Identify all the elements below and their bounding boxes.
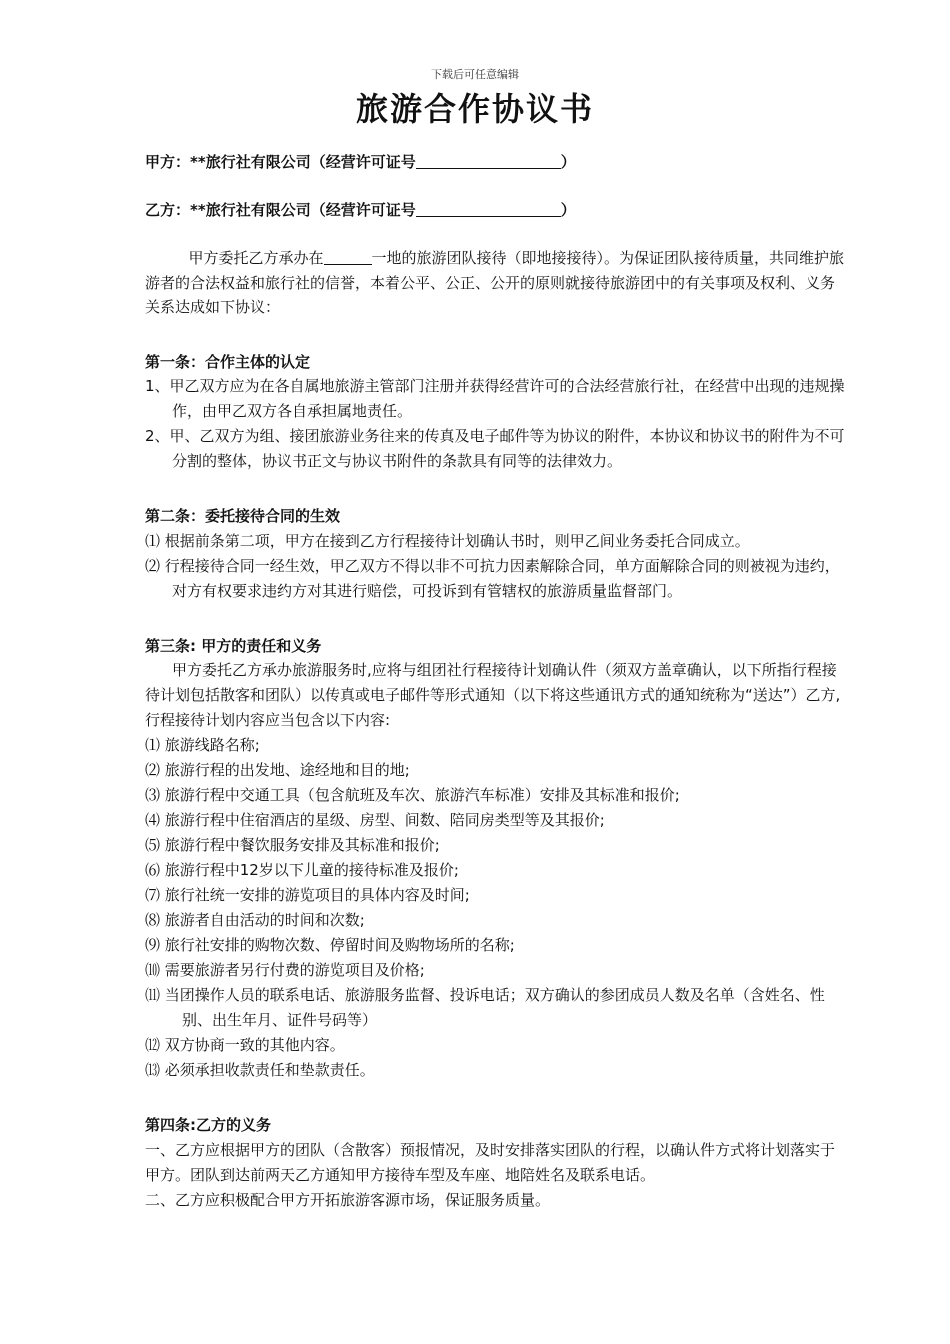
intro-text-end: 一地的旅游团队接待（即地接接待）。为保证团队接待质量，共同维护旅游者的合法权益和旅行社的信誉，本着公平、公正、公开的原则就接待旅游团中的有关事项及权利、义务关系达成如下协议： <box>145 249 845 316</box>
section-4-item: 一、乙方应根据甲方的团队（含散客）预报情况，及时安排落实团队的行程，以确认件方式将计划落实于甲方。团队到达前两天乙方通知甲方接待车型及车座、地陪姓名及联系电话。 <box>145 1140 836 1184</box>
party-b-text: 乙方：**旅行社有限公司（经营许可证号 <box>145 201 416 219</box>
section-3-item: ⑽ 需要旅游者另行付费的游览项目及价格; <box>145 961 425 979</box>
section-2-item: ⑵ 行程接待合同一经生效，甲乙双方不得以非不可抗力因素解除合同，单方面解除合同的则被视为违约，对方有权要求违约方对其进行赔偿，可投诉到有管辖权的旅游质量监督部门。 <box>145 556 840 600</box>
party-a-text: 甲方：**旅行社有限公司（经营许可证号 <box>145 153 416 171</box>
header-note: 下载后可任意编辑 <box>431 68 519 81</box>
section-3-heading: 第三条: 甲方的责任和义务 <box>145 636 322 655</box>
license-number-blank <box>416 152 561 169</box>
party-a-close: ） <box>560 153 576 171</box>
section-3-item: ⑵ 旅游行程的出发地、途经地和目的地; <box>145 761 410 779</box>
section-3-item: ⒀ 必须承担收款责任和垫款责任。 <box>145 1061 375 1079</box>
intro-paragraph <box>145 246 845 320</box>
location-blank <box>324 248 372 265</box>
section-1-item: 1、甲乙双方应为在各自属地旅游主管部门注册并获得经营许可的合法经营旅行社，在经营中出现的违规操作，由甲乙双方各自承担属地责任。 <box>145 377 845 420</box>
section-1-item: 2、甲、乙双方为组、接团旅游业务往来的传真及电子邮件等为协议的附件，本协议和协议书的附件为不可分割的整体，协议书正文与协议书附件的条款具有同等的法律效力。 <box>145 427 845 470</box>
section-3-item: ⑻ 旅游者自由活动的时间和次数; <box>145 911 365 929</box>
intro-text-start: 甲方委托乙方承办在 <box>188 249 324 267</box>
party-a-line <box>145 150 845 174</box>
section-3-intro: 甲方委托乙方承办旅游服务时,应将与组团社行程接待计划确认件（须双方盖章确认，以下所指行程接待计划包括散客和团队）以传真或电子邮件等形式通知（以下将这些通讯方式的通知统称为“送达”）乙方,行程接待计划内容应当包含以下内容: <box>145 661 841 729</box>
section-3-item: ⑸ 旅游行程中餐饮服务安排及其标准和报价; <box>145 836 440 854</box>
section-2-item: ⑴ 根据前条第二项，甲方在接到乙方行程接待计划确认书时，则甲乙间业务委托合同成立。 <box>145 531 750 550</box>
section-3-item: ⑹ 旅游行程中12岁以下儿童的接待标准及报价; <box>145 861 459 879</box>
section-4-item: 二、乙方应积极配合甲方开拓旅游客源市场，保证服务质量。 <box>145 1190 551 1209</box>
document-title: 旅游合作协议书 <box>355 90 594 128</box>
section-3-item: ⑼ 旅行社安排的购物次数、停留时间及购物场所的名称; <box>145 936 515 954</box>
section-3-item: ⑾ 当团操作人员的联系电话、旅游服务监督、投诉电话；双方确认的参团成员人数及名单（含姓名、性别、出生年月、证件号码等） <box>145 986 825 1029</box>
section-3-item: ⑺ 旅行社统一安排的游览项目的具体内容及时间; <box>145 886 470 904</box>
party-b-line <box>145 198 845 222</box>
section-2-heading: 第二条：委托接待合同的生效 <box>145 507 341 525</box>
section-3-item: ⑿ 双方协商一致的其他内容。 <box>145 1036 345 1054</box>
party-b-close: ） <box>560 201 576 219</box>
section-1-heading: 第一条：合作主体的认定 <box>145 352 311 371</box>
license-number-blank <box>416 200 561 217</box>
section-4-heading: 第四条:乙方的义务 <box>145 1116 271 1134</box>
section-3-item: ⑶ 旅游行程中交通工具（包含航班及车次、旅游汽车标准）安排及其标准和报价; <box>145 786 680 804</box>
section-3-item: ⑷ 旅游行程中住宿酒店的星级、房型、间数、陪同房类型等及其报价; <box>145 811 605 829</box>
section-3-item: ⑴ 旅游线路名称; <box>145 736 260 754</box>
document-body <box>145 150 845 1213</box>
